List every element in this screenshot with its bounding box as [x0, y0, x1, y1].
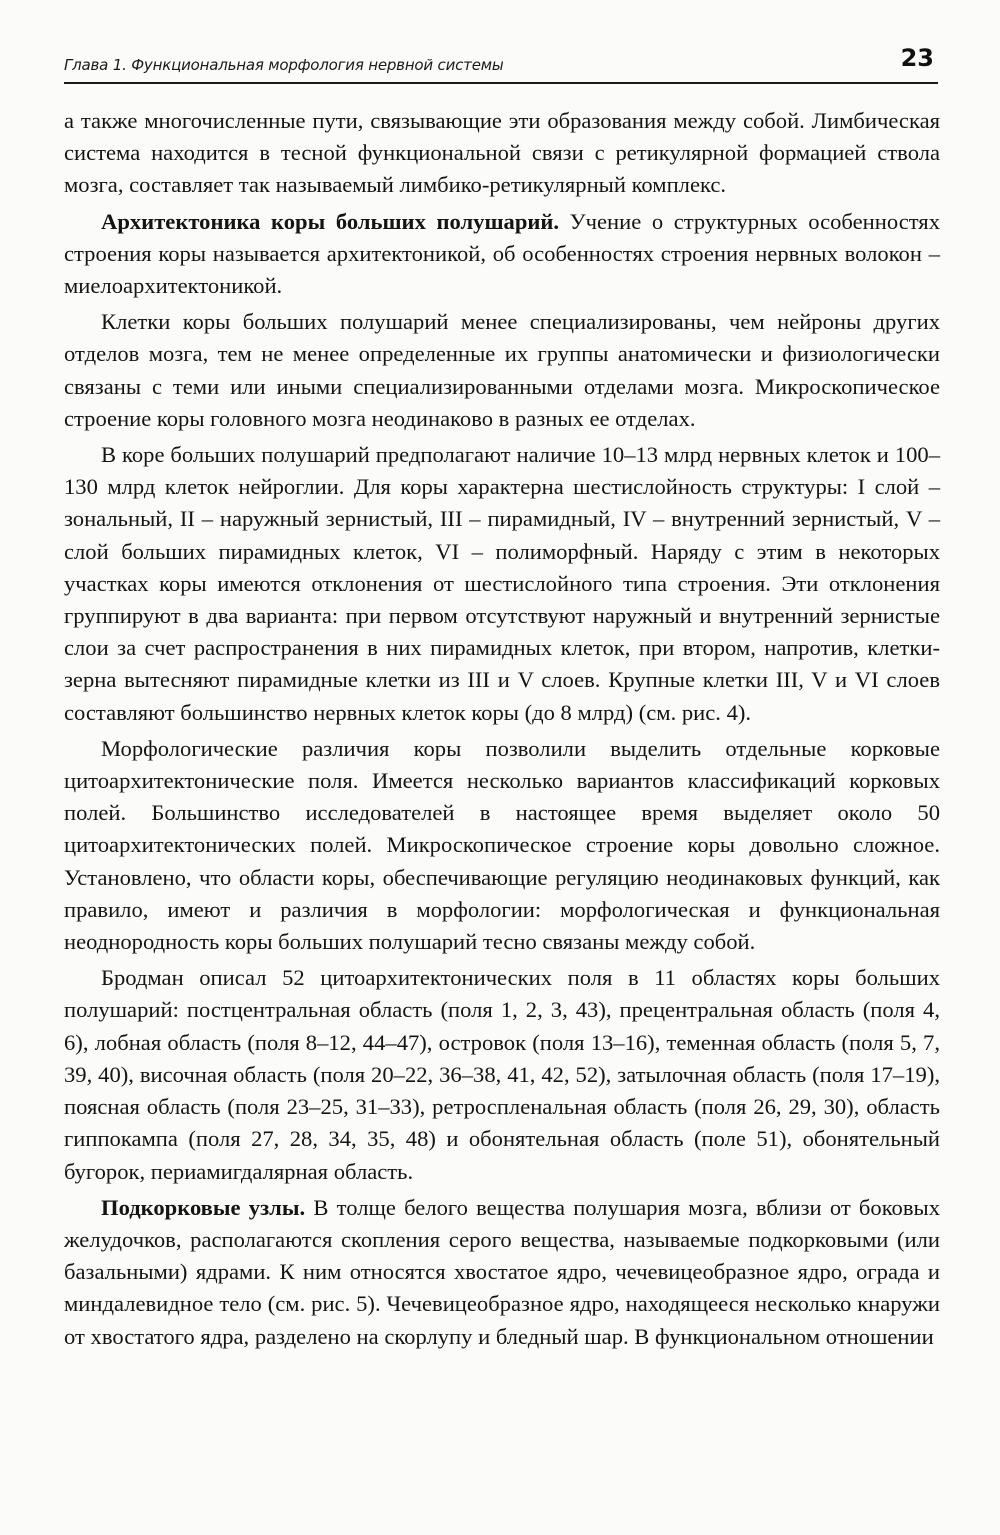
section-heading: Архитектоника коры больших полушарий.	[101, 208, 560, 234]
paragraph	[64, 962, 940, 1187]
paragraph	[64, 206, 940, 303]
paragraph	[64, 105, 940, 202]
paragraph-text: Учение о структурных особенностях строения коры называется архитектоникой, об особенностях строения нервных волокон – миелоархитектоникой.	[64, 208, 940, 299]
paragraph-text: В толще белого вещества полушария мозга, вблизи от боковых желудочков, располагаются скопления серого вещества, называемые подкорковыми (или базальными) ядрами. К ним относятся хвостатое ядро, чечевицеобразное ядро, ограда и миндалевидное тело (см. рис. 5). Чечевицеобразное ядро, находящееся несколько кнаружи от хвостатого ядра, разделено на скорлупу и бледный шар. В функциональном отношении	[64, 1194, 940, 1349]
page-number: 23	[900, 44, 934, 72]
body-text	[64, 105, 940, 1357]
paragraph-text: Бродман описал 52 цитоархитектонических поля в 11 областях коры больших полушарий: постцентральная область (поля 1, 2, 3, 43), прецентральная область (поля 4, 6), лобная область (поля 8–12, 44–47), островок (поля 13–16), теменная область (поля 5, 7, 39, 40), височная область (поля 20–22, 36–38, 41, 42, 52), затылочная область (поля 17–19), поясная область (поля 23–25, 31–33), ретроспленальная область (поля 26, 29, 30), область гиппокампа (поля 27, 28, 34, 35, 48) и обонятельная область (поле 51), обонятельный бугорок, периамигдалярная область.	[64, 965, 940, 1184]
section-heading: Подкорковые узлы.	[101, 1194, 306, 1220]
paragraph-text: В коре больших полушарий предполагают наличие 10–13 млрд нервных клеток и 100–130 млрд клеток нейроглии. Для коры характерна шестислойность структуры: I слой – зональный, II – наружный зернистый, III – пирамидный, IV – внутренний зернистый, V – слой больших пирамидных клеток, VI – полиморфный. Наряду с этим в некоторых участках коры имеются отклонения от шестислойного типа строения. Эти отклонения группируют в два варианта: при первом отсутствуют наружный и внутренний зернистые слои за счет распространения в них пирамидных клеток, при втором, напротив, клетки-зерна вытесняют пирамидные клетки из III и V слоев. Крупные клетки III, V и VI слоев составляют большинство нервных клеток коры (до 8 млрд) (см. рис. 4).	[64, 442, 940, 725]
paragraph-text: Морфологические различия коры позволили выделить отдельные корковые цитоархитектонические поля. Имеется несколько вариантов классификаций корковых полей. Большинство исследователей в настоящее время выделяет около 50 цитоархитектонических полей. Микроскопическое строение коры довольно сложное. Установлено, что области коры, обеспечивающие регуляцию неодинаковых функций, как правило, имеют и различия в морфологии: морфологическая и функциональная неоднородность коры больших полушарий тесно связаны между собой.	[64, 735, 940, 955]
page-header	[64, 44, 938, 84]
paragraph	[64, 306, 940, 435]
paragraph	[64, 1192, 940, 1353]
running-head: Глава 1. Функциональная морфология нервной системы	[64, 56, 504, 74]
paragraph	[64, 439, 940, 729]
paragraph-text: а также многочисленные пути, связывающие эти образования между собой. Лимбическая система находится в тесной функциональной связи с ретикулярной формацией ствола мозга, составляет так называемый лимбико-ретикулярный комплекс.	[64, 108, 940, 198]
paragraph	[64, 733, 940, 958]
paragraph-text: Клетки коры больших полушарий менее специализированы, чем нейроны других отделов мозга, тем не менее определенные их группы анатомически и физиологически связаны с теми или иными специализированными отделами мозга. Микроскопическое строение коры головного мозга неодинаково в разных ее отделах.	[64, 309, 940, 431]
